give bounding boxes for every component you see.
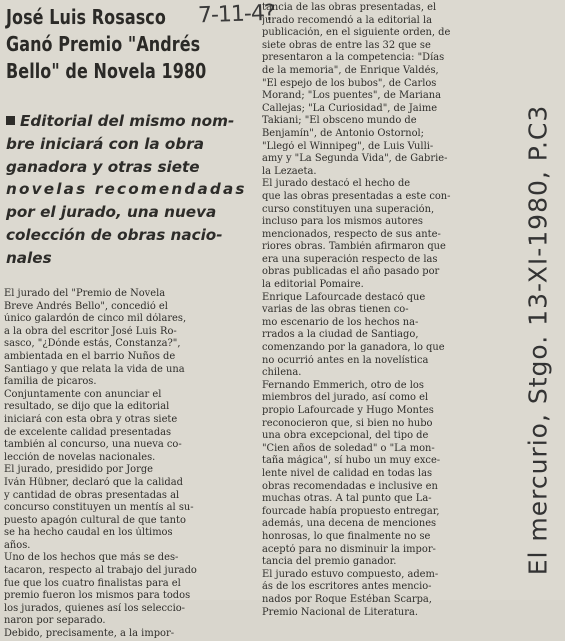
article-line: nados por Roque Estéban Scarpa,	[262, 593, 432, 605]
article-line: Uno de los hechos que más se des-	[4, 552, 179, 564]
article-line: también al concurso, una nueva co-	[4, 439, 182, 451]
summary-deck	[6, 110, 259, 270]
article-line: Callejas; "La Curiosidad", de Jaime	[262, 102, 438, 114]
article-left-column	[4, 288, 248, 641]
article-line: publicación, en el siguiente orden, de	[262, 27, 451, 39]
article-line: tacaron, respecto al trabajo del jurado	[4, 565, 197, 577]
article-line: mencionados, respecto de sus ante-	[262, 228, 441, 240]
article-line: a la obra del escritor José Luis Ro-	[4, 325, 177, 337]
bullet-square-icon	[6, 116, 15, 125]
article-line: taña mágica", sí hubo un muy exce-	[262, 455, 441, 467]
article-line: resultado, se dijo que la editorial	[4, 401, 170, 413]
article-line: jurado recomendó a la editorial la	[262, 14, 433, 26]
article-line: Breve Andrés Bello", concedió el	[4, 300, 168, 312]
article-line: propio Lafourcade y Hugo Montes	[262, 405, 434, 416]
article-line: era una superación respecto de las	[262, 253, 438, 265]
headline-line: José Luis Rosasco	[6, 5, 166, 29]
summary-line: ganadora y otras siete	[6, 157, 200, 176]
article-line: amy y "La Segunda Vida", de Gabrie-	[262, 153, 448, 165]
article-line: Enrique Lafourcade destacó que	[262, 291, 426, 303]
summary-line: por el jurado, una nueva	[6, 203, 217, 222]
article-line: ambientada en el barrio Ñuños de	[4, 350, 176, 362]
article-line: fourcade había propuesto entregar,	[262, 505, 440, 517]
article-line: aceptó para no disminuir la impor-	[262, 543, 436, 555]
headline-line: Ganó Premio "Andrés	[6, 32, 201, 56]
article-right-column	[262, 2, 512, 619]
article-line: miembros del jurado, así como el	[262, 392, 429, 404]
article-line: "El espejo de los bubos", de Carlos	[262, 77, 437, 89]
article-line: Iván Hübner, declaró que la calidad	[4, 476, 183, 488]
article-line: El jurado del "Premio de Novela	[4, 288, 166, 299]
article-line: lección de novelas nacionales.	[4, 451, 156, 463]
article-line: tancia del premio ganador.	[262, 556, 397, 568]
article-line: una obra excepcional, del tipo de	[262, 430, 429, 442]
article-line: ás de los escritores antes mencio-	[262, 581, 432, 593]
article-line: concurso constituyen un mentís al su-	[4, 502, 194, 514]
headline-line: Bello" de Novela 1980	[6, 59, 207, 83]
article-line: premio fueron los mismos para todos	[4, 590, 191, 602]
article-line: obras recomendadas e inclusive en	[262, 480, 438, 492]
article-line: no ocurrió antes en la novelística	[262, 354, 429, 366]
article-line: además, una decena de menciones	[262, 518, 437, 530]
article-line: familia de picaros.	[4, 376, 97, 388]
article-line: puesto apagón cultural de que tanto	[4, 514, 186, 526]
article-line: Santiago y que relata la vida de una	[4, 363, 185, 375]
article-line: El jurado, presidido por Jorge	[4, 464, 153, 476]
article-line: "Cien años de soledad" o "La mon-	[262, 442, 435, 454]
article-line: Fernando Emmerich, otro de los	[262, 379, 424, 391]
article-line: comenzando por la ganadora, lo que	[262, 342, 445, 354]
article-line: Morand; "Los puentes", de Mariana	[262, 90, 441, 102]
article-line: Debido, precisamente, a la impor-	[4, 628, 175, 640]
article-line: años.	[4, 539, 31, 551]
article-line: los jurados, quienes así los seleccio-	[4, 602, 186, 614]
article-line: rrados a la ciudad de Santiago,	[262, 329, 419, 341]
article-line: El jurado estuvo compuesto, adem-	[262, 568, 439, 580]
article-line: muchas otras. A tal punto que La-	[262, 493, 432, 505]
article-line: que las obras presentadas a este con-	[262, 190, 451, 202]
summary-line: colección de obras nacio-	[6, 225, 223, 244]
article-line: varias de las obras tienen co-	[262, 304, 409, 316]
handwritten-source-note	[512, 80, 564, 600]
summary-line: novelas recomendadas	[6, 180, 247, 199]
article-line: Premio Nacional de Literatura.	[262, 606, 419, 618]
article-line: honrosas, lo que finalmente no se	[262, 530, 431, 542]
summary-line: nales	[6, 248, 52, 267]
handwritten-date: 7-11-4?	[197, 0, 275, 29]
article-line: incluso para los mismos autores	[262, 216, 423, 228]
article-line: tancia de las obras presentadas, el	[262, 2, 437, 13]
handwritten-source: El mercurio, Stgo. 13-XI-1980, P.C3	[523, 104, 553, 576]
article-line: curso constituyen una superación,	[262, 203, 435, 215]
article-line: la editorial Pomaire.	[262, 279, 364, 291]
headline	[6, 4, 207, 85]
summary-line: bre iniciará con la obra	[6, 134, 204, 153]
article-line: iniciará con esta obra y otras siete	[4, 413, 178, 425]
article-line: se ha hecho caudal en los últimos	[4, 527, 173, 539]
article-line: la Lezaeta.	[262, 165, 317, 177]
article-line: naron por separado.	[4, 615, 106, 627]
article-line: El jurado destacó el hecho de	[262, 178, 411, 190]
article-line: Takiani; "El obsceno mundo de	[262, 115, 417, 127]
article-line: mo escenario de los hechos na-	[262, 316, 419, 328]
article-line: obras publicadas el año pasado por	[262, 266, 440, 278]
article-line: lente nivel de calidad en todas las	[262, 467, 433, 479]
article-line: Conjuntamente con anunciar el	[4, 388, 162, 400]
article-line: de la memoria", de Enrique Valdés,	[262, 64, 439, 76]
article-line: "Llegó el Winnipeg", de Luis Vulli-	[262, 140, 434, 152]
article-line: chilena.	[262, 367, 302, 379]
summary-line: Editorial del mismo nom-	[6, 110, 259, 133]
article-line: reconocieron que, si bien no hubo	[262, 417, 433, 429]
article-line: Benjamín", de Antonio Ostornol;	[262, 127, 425, 139]
article-line: presentaron a la competencia: "Días	[262, 52, 445, 64]
article-line: único galardón de cinco mil dólares,	[4, 313, 187, 325]
article-line: fue que los cuatro finalistas para el	[4, 577, 181, 589]
article-line: y cantidad de obras presentadas al	[4, 489, 180, 501]
article-line: sasco, "¿Dónde estás, Constanza?",	[4, 338, 181, 350]
article-line: siete obras de entre las 32 que se	[262, 39, 431, 51]
article-line: riores obras. También afirmaron que	[262, 241, 446, 253]
article-line: de excelente calidad presentadas	[4, 426, 172, 438]
